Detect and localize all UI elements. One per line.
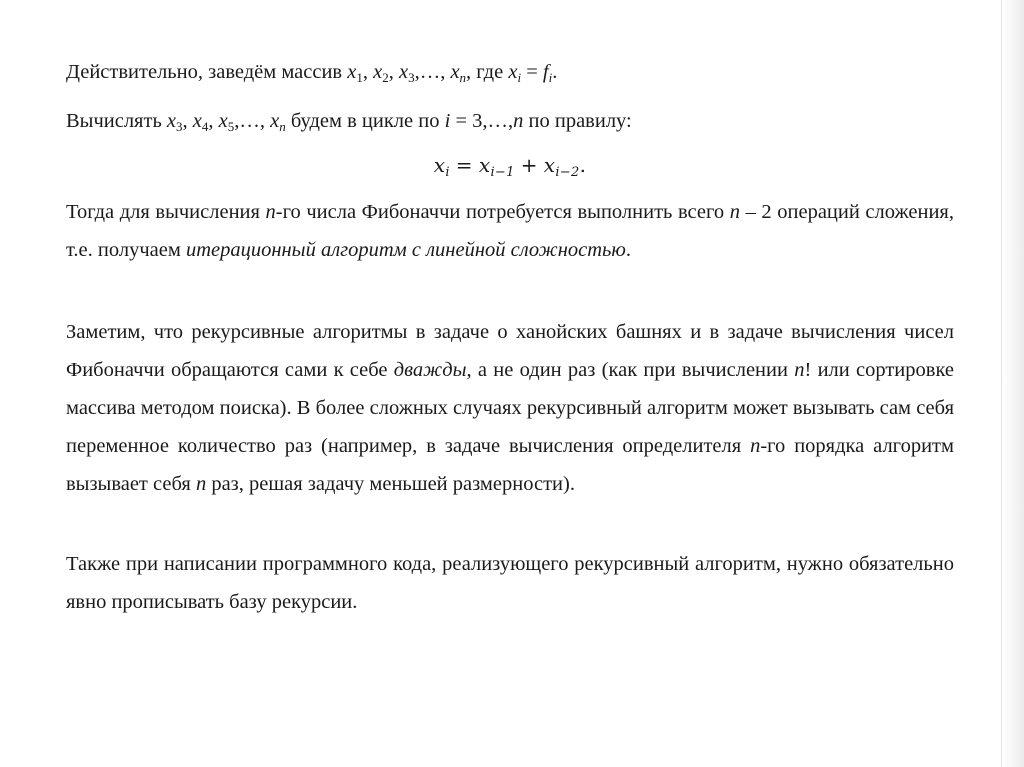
page-edge bbox=[1001, 0, 1024, 767]
paragraph-recursive-calls: Заметим, что рекурсивные алгоритмы в задаче о ханойских башнях и в задаче вычисления чисел Фибоначчи обращаются сами к себе дважды, а не один раз (как при вычислении n! или сортировке массива методом поиска). В более сложных случаях рекурсивный алгоритм может вызывать сам себя переменное количество раз (например, в задаче вычисления определителя n-го порядка алгоритм вызывает себя n раз, решая задачу меньшей размерности). bbox=[66, 321, 955, 496]
text-line-array-definition: Действительно, заведём массив $x_1$, $x_2$, $x_3,\dots$, $x_n$, где $x_i = f_i$. bbox=[66, 61, 558, 85]
fibonacci-recurrence-formula: $x_i = x_{i-1} + x_{i-2}$. bbox=[433, 153, 587, 181]
document-body bbox=[66, 52, 954, 621]
paragraph-iterative-algorithm: Тогда для вычисления n-го числа Фибоначчи потребуется выполнить всего n – 2 операций сложения, т.е. получаем итерационный алгоритм с линейной сложностью. bbox=[66, 201, 954, 262]
text-line-loop-rule: Вычислять $x_3$, $x_4$, $x_5,\dots$, $x_n$ будем в цикле по i = 3,…,n по правилу: bbox=[66, 109, 632, 134]
paragraph-recursion-base: Также при написании программного кода, реализующего рекурсивный алгоритм, нужно обязательно явно прописывать базу рекурсии. bbox=[66, 553, 954, 614]
